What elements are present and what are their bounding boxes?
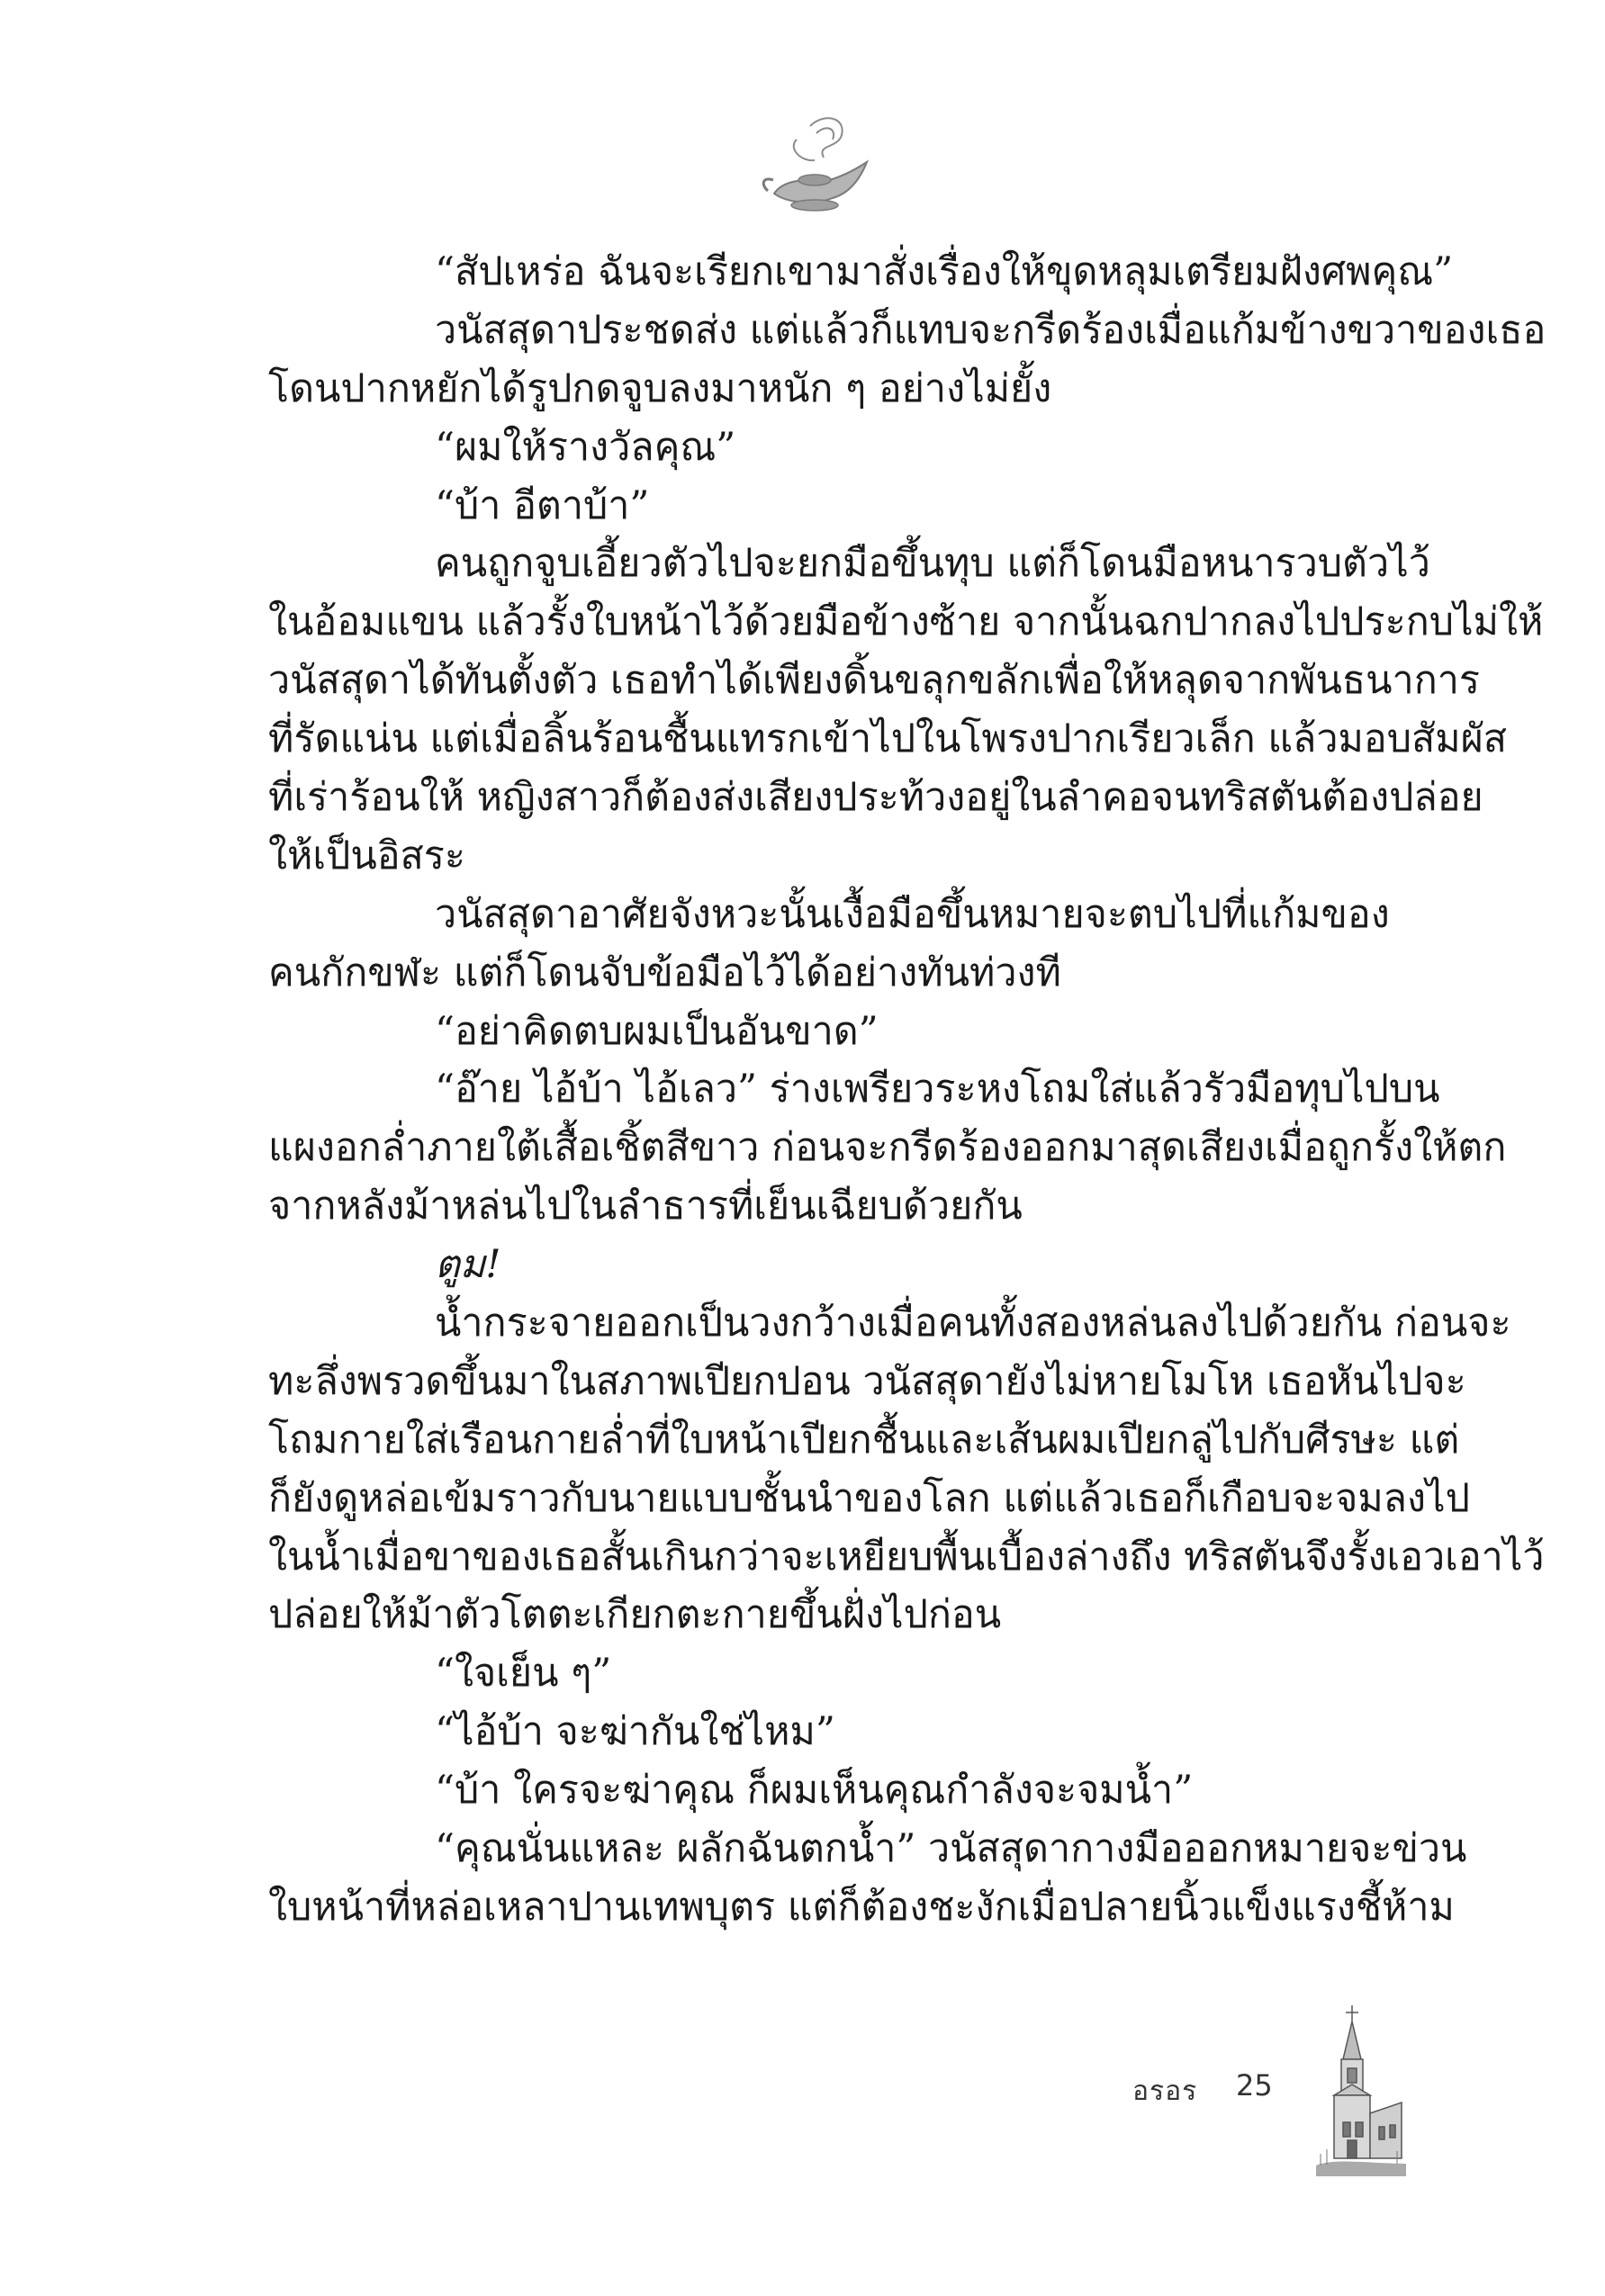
- body-line: วนัสสุดาอาศัยจังหวะนั้นเงื้อมือขึ้นหมายจะตบไปที่แก้มของ: [435, 891, 1390, 937]
- body-text: [268, 243, 1546, 1937]
- church-icon: [1316, 2005, 1406, 2176]
- body-line: วนัสสุดาประชดส่ง แต่แล้วก็แทบจะกรีดร้องเมื่อแก้มข้างขวาของเธอ: [435, 307, 1546, 353]
- body-line: ทะลึ่งพรวดขึ้นมาในสภาพเปียกปอน วนัสสุดายังไม่หายโมโห เธอหันไปจะ: [268, 1358, 1466, 1404]
- body-line: คนกักขฬะ แต่ก็โดนจับข้อมือไว้ได้อย่างทันท่วงที: [268, 950, 1061, 995]
- body-line: “คุณนั่นแหละ ผลักฉันตกน้ำ” วนัสสุดากางมือออกหมายจะข่วน: [435, 1826, 1467, 1872]
- body-line: “สัปเหร่อ ฉันจะเรียกเขามาสั่งเรื่องให้ขุดหลุมเตรียมฝังศพคุณ”: [435, 249, 1454, 294]
- body-line: ให้เป็นอิสระ: [268, 833, 465, 878]
- body-line: ก็ยังดูหล่อเข้มราวกับนายแบบชั้นนำของโลก แต่แล้วเธอก็เกือบจะจมลงไป: [268, 1475, 1470, 1521]
- body-line: “บ้า อีตาบ้า”: [435, 482, 650, 528]
- body-line: น้ำกระจายออกเป็นวงกว้างเมื่อคนทั้งสองหล่นลงไปด้วยกัน ก่อนจะ: [435, 1301, 1511, 1346]
- body-line: “ไอ้บ้า จะฆ่ากันใช่ไหม”: [435, 1709, 835, 1755]
- body-line: แผงอกล่ำภายใต้เสื้อเชิ้ตสีขาว ก่อนจะกรีดร้องออกมาสุดเสียงเมื่อถูกรั้งให้ตก: [268, 1125, 1507, 1171]
- body-line: ที่เร่าร้อนให้ หญิงสาวก็ต้องส่งเสียงประท้วงอยู่ในลำคอจนทริสตันต้องปล่อย: [268, 775, 1483, 821]
- body-line: “ผมให้รางวัลคุณ”: [435, 424, 736, 470]
- body-line: “อย่าคิดตบผมเป็นอันขาด”: [435, 1008, 879, 1054]
- body-line: วนัสสุดาได้ทันตั้งตัว เธอทำได้เพียงดิ้นขลุกขลักเพื่อให้หลุดจากพันธนาการ: [268, 658, 1480, 704]
- body-line: ที่รัดแน่น แต่เมื่อลิ้นร้อนชื้นแทรกเข้าไปในโพรงปากเรียวเล็ก แล้วมอบสัมผัส: [268, 716, 1508, 762]
- body-line: “บ้า ใครจะฆ่าคุณ ก็ผมเห็นคุณกำลังจะจมน้ำ”: [435, 1768, 1194, 1814]
- genie-lamp-icon: [761, 108, 878, 225]
- body-line: จากหลังม้าหล่นไปในลำธารที่เย็นเฉียบด้วยกัน: [268, 1184, 1023, 1229]
- body-line: คนถูกจูบเอี้ยวตัวไปจะยกมือขึ้นทุบ แต่ก็โดนมือหนารวบตัวไว้: [435, 541, 1430, 587]
- body-line: ใบหน้าที่หล่อเหลาปานเทพบุตร แต่ก็ต้องชะงักเมื่อปลายนิ้วแข็งแรงชี้ห้าม: [268, 1884, 1455, 1930]
- running-footer-title: อรอร: [1132, 2075, 1198, 2107]
- body-line: ปล่อยให้ม้าตัวโตตะเกียกตะกายขึ้นฝั่งไปก่อน: [268, 1592, 1002, 1638]
- body-line: โถมกายใส่เรือนกายล่ำที่ใบหน้าเปียกชื้นและเส้นผมเปียกลู่ไปกับศีรษะ แต่: [268, 1417, 1460, 1463]
- page-number: 25: [1236, 2068, 1273, 2102]
- body-line: โดนปากหยักได้รูปกดจูบลงมาหนัก ๆ อย่างไม่ยั้ง: [268, 365, 1052, 411]
- body-line: “อ๊าย ไอ้บ้า ไอ้เลว” ร่างเพรียวระหงโถมใส่แล้วรัวมือทุบไปบน: [435, 1067, 1440, 1112]
- body-line: ตูม!: [435, 1242, 501, 1288]
- body-line: ในน้ำเมื่อขาของเธอสั้นเกินกว่าจะเหยียบพื้นเบื้องล่างถึง ทริสตันจึงรั้งเอวเอาไว้: [268, 1534, 1545, 1580]
- body-line: ในอ้อมแขน แล้วรั้งใบหน้าไว้ด้วยมือข้างซ้าย จากนั้นฉกปากลงไปประกบไม่ให้: [268, 599, 1544, 645]
- body-line: “ใจเย็น ๆ”: [435, 1651, 612, 1697]
